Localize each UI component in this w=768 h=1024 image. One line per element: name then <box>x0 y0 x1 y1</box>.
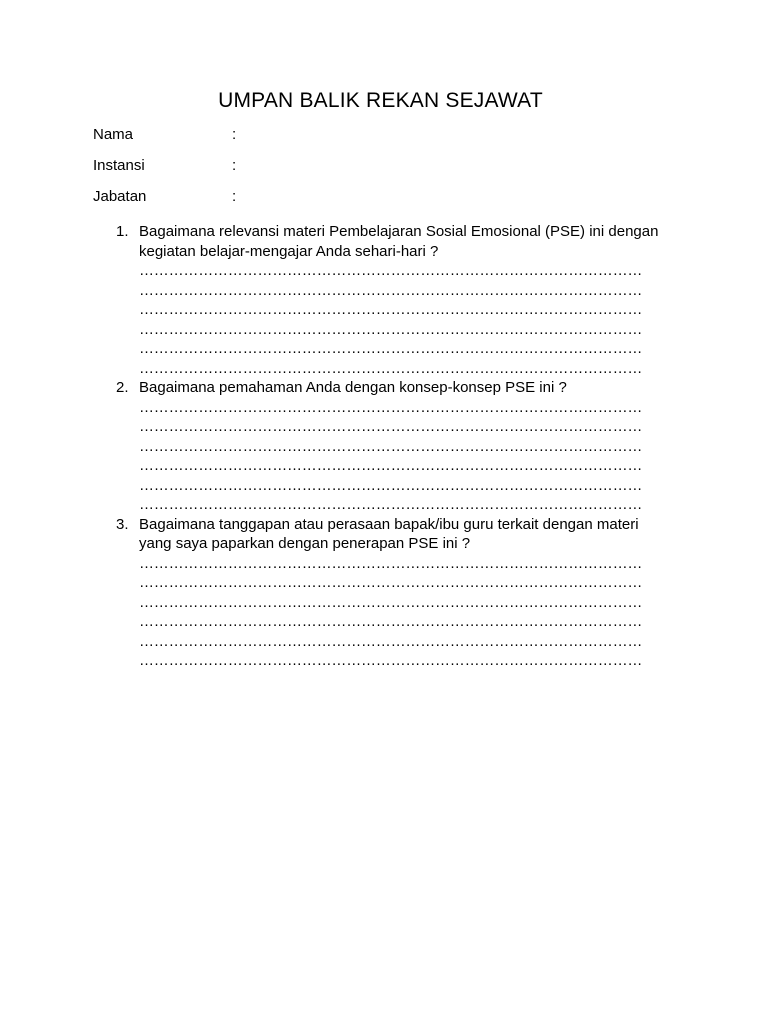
field-label: Instansi <box>93 157 145 174</box>
answer-line: ………………………………………………………………………………………… <box>139 476 643 494</box>
answer-line: ………………………………………………………………………………………… <box>139 613 643 630</box>
field-instansi <box>93 157 668 188</box>
answer-line: ………………………………………………………………………………………… <box>139 340 643 357</box>
answer-line: ………………………………………………………………………………………… <box>139 652 643 669</box>
question-3 <box>93 515 668 671</box>
question-text: Bagaimana relevansi materi Pembelajaran Sosial Emosional (PSE) ini dengan kegiatan belajar-mengajar Anda sehari-hari ? <box>139 223 659 260</box>
answer-line: ………………………………………………………………………………………… <box>139 457 643 474</box>
answer-line: ………………………………………………………………………………………… <box>139 398 643 416</box>
answer-line: ………………………………………………………………………………………… <box>139 437 643 455</box>
answer-line: ………………………………………………………………………………………… <box>139 574 643 591</box>
answer-line: ………………………………………………………………………………………… <box>139 262 643 279</box>
question-text: Bagaimana tanggapan atau perasaan bapak/ibu guru terkait dengan materi yang saya paparkan dengan penerapan PSE ini ? <box>139 515 639 552</box>
field-jabatan <box>93 188 668 219</box>
question-2 <box>93 378 668 515</box>
identity-fields <box>93 126 668 219</box>
field-label: Jabatan <box>93 188 147 205</box>
answer-line: ………………………………………………………………………………………… <box>139 496 643 513</box>
answer-line: ………………………………………………………………………………………… <box>139 320 643 338</box>
question-number: 3. <box>116 515 129 533</box>
field-separator: : <box>232 126 237 143</box>
field-nama <box>93 126 668 157</box>
question-text: Bagaimana pemahaman Anda dengan konsep-konsep PSE ini ? <box>139 379 567 396</box>
answer-line: ………………………………………………………………………………………… <box>139 554 643 572</box>
answer-line: ………………………………………………………………………………………… <box>139 281 643 299</box>
field-label: Nama <box>93 126 134 143</box>
answer-line: ………………………………………………………………………………………… <box>139 359 643 377</box>
answer-line: ………………………………………………………………………………………… <box>139 593 643 611</box>
answer-line: ………………………………………………………………………………………… <box>139 301 643 318</box>
answer-line: ………………………………………………………………………………………… <box>139 632 643 650</box>
answer-line: ………………………………………………………………………………………… <box>139 418 643 435</box>
question-1 <box>93 222 668 378</box>
question-number: 1. <box>116 223 129 240</box>
field-separator: : <box>232 157 237 174</box>
question-list <box>93 222 668 671</box>
field-separator: : <box>232 188 237 205</box>
document-title: UMPAN BALIK REKAN SEJAWAT <box>218 89 543 112</box>
question-number: 2. <box>116 379 129 396</box>
